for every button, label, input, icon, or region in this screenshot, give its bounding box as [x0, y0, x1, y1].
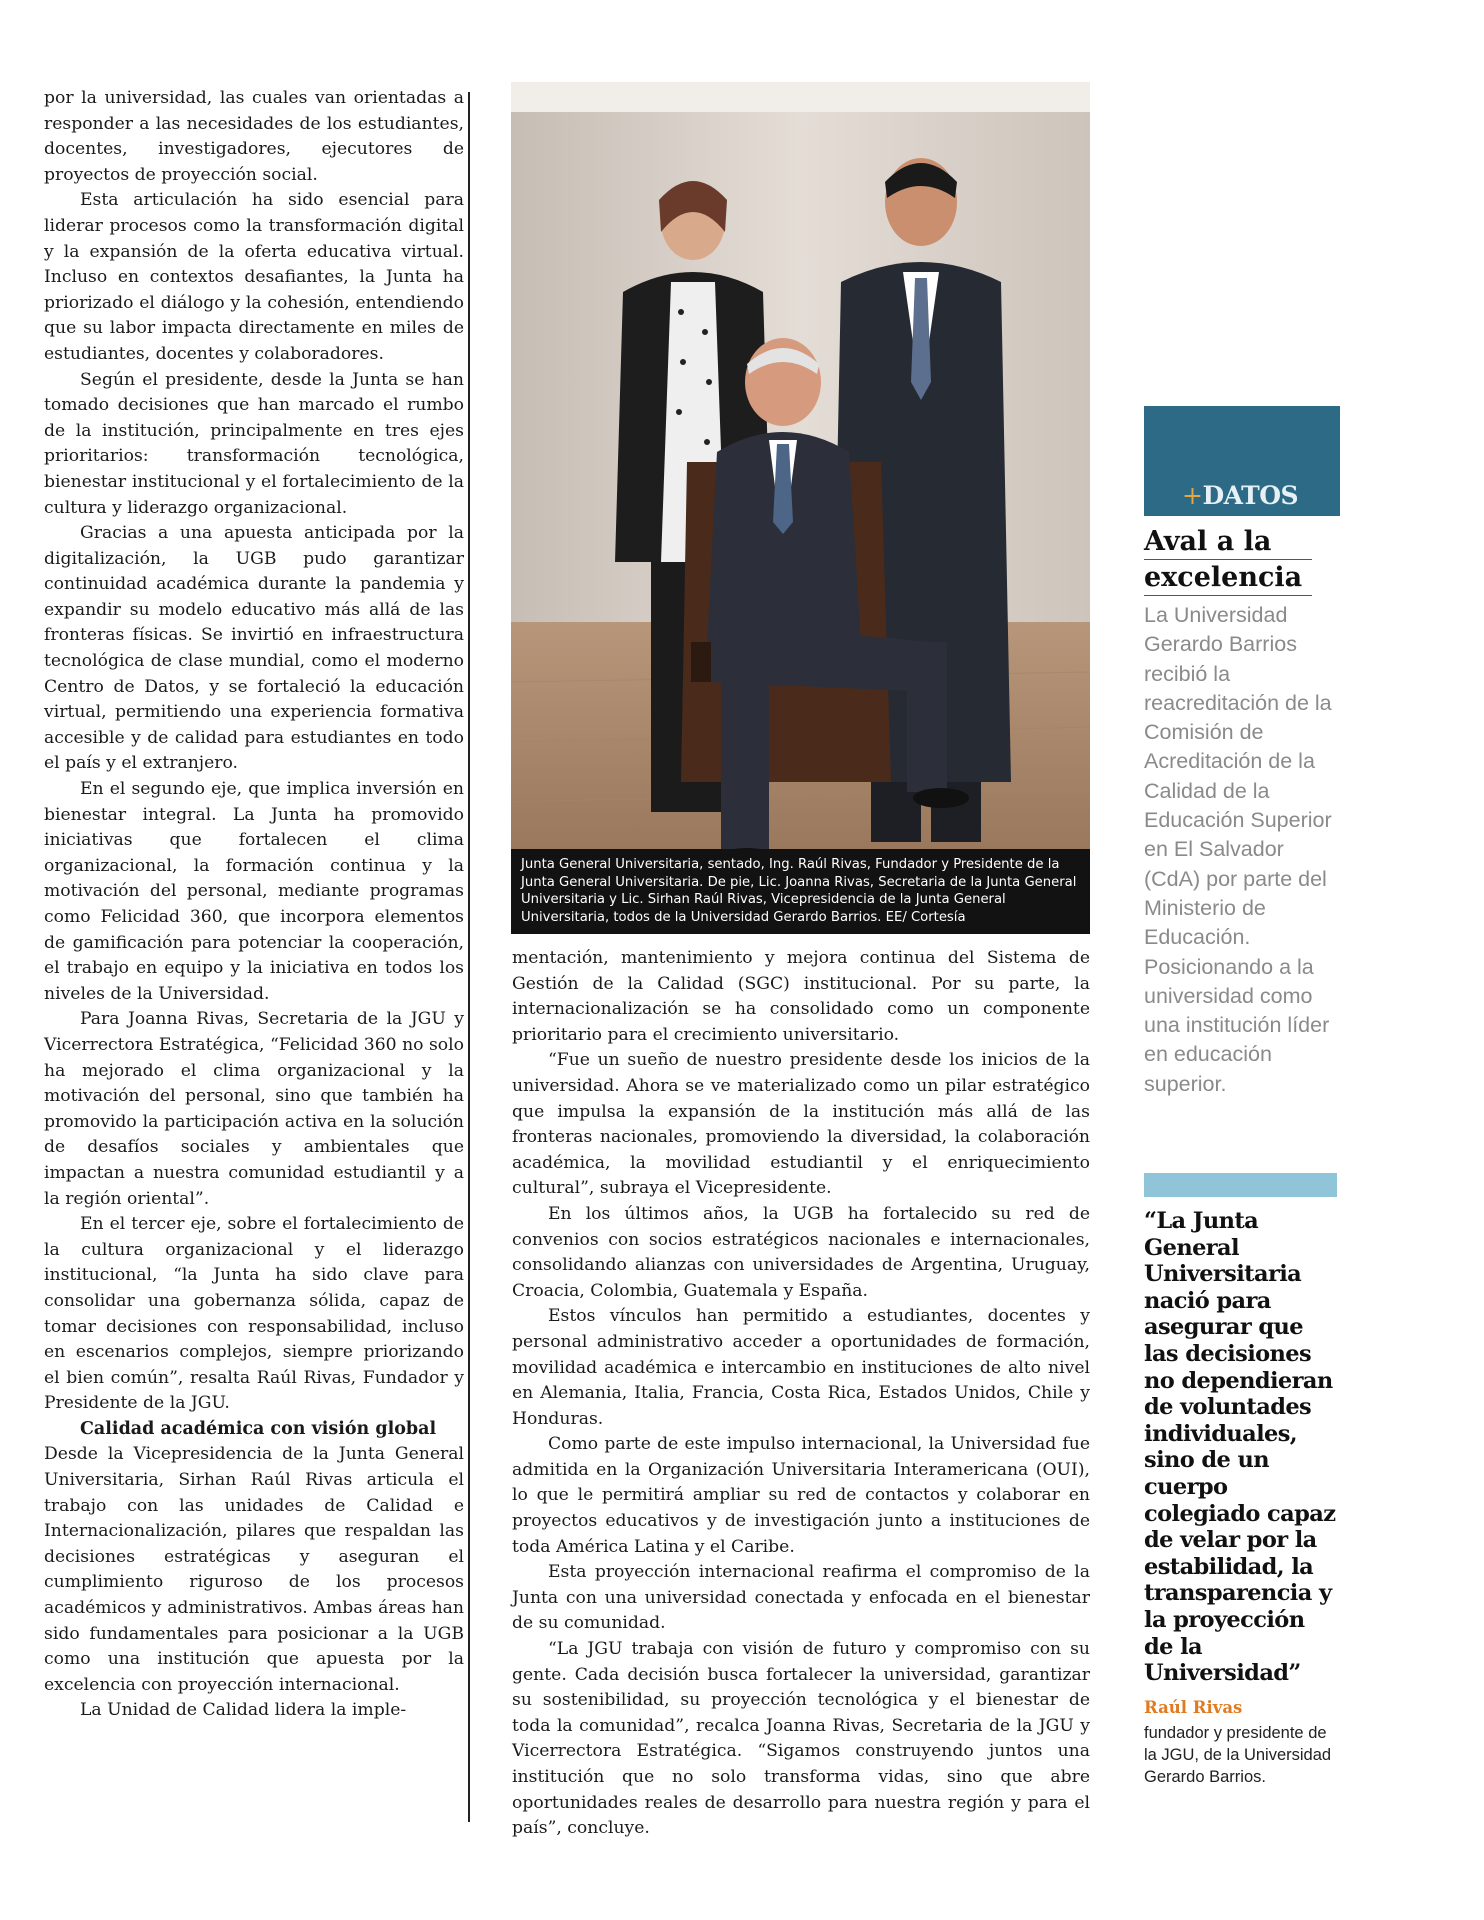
sidebar-title-line: Aval a la	[1144, 524, 1312, 560]
article-paragraph: Para Joanna Rivas, Secretaria de la JGU y Vicerrectora Estratégica, “Felicidad 360 no solo ha mejorado el clima organizacional y la motivación del personal, sino que también ha promovido la participación activa en la solución de desafíos sociales y ambientales que impactan a nuestra comunidad estudiantil y a la región oriental”.	[44, 1009, 464, 1209]
sidebar-title	[1144, 524, 1312, 596]
photo-caption: Junta General Universitaria, sentado, Ing. Raúl Rivas, Fundador y Presidente de la Junta General Universitaria. De pie, Lic. Joanna Rivas, Secretaria de la Junta General Universitaria y Lic. Sirhan Raúl Rivas, Vicepresidencia de la Junta General Universitaria, todos de la Universidad Gerardo Barrios. EE/ Cortesía	[511, 849, 1090, 934]
group-photo	[511, 82, 1090, 934]
pull-quote: “La Junta General Universitaria nació para asegurar que las decisiones no dependieran de voluntades individuales, sino de un cuerpo colegiado capaz de velar por la estabilidad, la transparencia y la proyección de la Universidad”	[1144, 1208, 1336, 1687]
datos-label-text: DATOS	[1202, 481, 1299, 510]
quote-accent-bar	[1144, 1173, 1337, 1197]
article-paragraph: En el tercer eje, sobre el fortalecimiento de la cultura organizacional y el liderazgo institucional, “la Junta ha sido clave para consolidar una gobernanza sólida, capaz de tomar decisiones con responsabilidad, incluso en escenarios complejos, siempre priorizando el bien común”, resalta Raúl Rivas, Fundador y Presidente de la JGU.	[44, 1214, 464, 1414]
article-paragraph: En el segundo eje, que implica inversión en bienestar integral. La Junta ha promovido iniciativas que fortalecen el clima organizacional, la formación continua y la motivación del personal, mediante programas como Felicidad 360, que incorpora elementos de gamificación para potenciar la cooperación, el trabajo en equipo y la iniciativa en todos los niveles de la Universidad.	[44, 779, 464, 1004]
middle-article-column	[512, 946, 1090, 1842]
article-paragraph: por la universidad, las cuales van orientadas a responder a las necesidades de los estudiantes, docentes, investigadores, ejecutores de proyectos de proyección social.	[44, 88, 464, 185]
quote-author-role: fundador y presidente de la JGU, de la Universidad Gerardo Barrios.	[1144, 1724, 1332, 1786]
left-article-column	[44, 86, 464, 1724]
article-paragraph: Según el presidente, desde la Junta se han tomado decisiones que han marcado el rumbo de la institución, principalmente en tres ejes prioritarios: transformación tecnológica, bienestar institucional y el fortalecimiento de la cultura y liderazgo organizacional.	[44, 369, 464, 518]
article-paragraph: “Fue un sueño de nuestro presidente desde los inicios de la universidad. Ahora se ve materializado como un pilar estratégico que impulsa la expansión de la institución más allá de las fronteras nacionales, promoviendo la diversidad, la colaboración académica, la movilidad estudiantil y el enriquecimiento cultural”, subraya el Vicepresidente.	[512, 1050, 1090, 1199]
article-paragraph: Esta proyección internacional reafirma el compromiso de la Junta con una universidad conectada y enfocada en el bienestar de su comunidad.	[512, 1562, 1090, 1634]
article-paragraph: “La JGU trabaja con visión de futuro y compromiso con su gente. Cada decisión busca fortalecer la universidad, garantizar su sostenibilidad, su proyección tecnológica y el bienestar de toda la comunidad”, recalca Joanna Rivas, Secretaria de la JGU y Vicerrectora Estratégica. “Sigamos construyendo juntos una institución que no solo transforma vidas, sino que abre oportunidades reales de desarrollo para nuestra región y para el país”, concluye.	[512, 1639, 1090, 1839]
article-paragraph: En los últimos años, la UGB ha fortalecido su red de convenios con socios estratégicos nacionales e internacionales, consolidando alianzas con universidades de Argentina, Uruguay, Croacia, Colombia, Guatemala y España.	[512, 1203, 1090, 1301]
article-paragraph: Estos vínculos han permitido a estudiantes, docentes y personal administrativo acceder a oportunidades de formación, movilidad académica e intercambio en instituciones de alto nivel en Alemania, Italia, Francia, Costa Rica, Estados Unidos, Chile y Honduras.	[512, 1306, 1090, 1429]
datos-plus: +	[1182, 481, 1203, 510]
sidebar-title-line: excelencia	[1144, 560, 1312, 596]
sidebar-text: La Universidad Gerardo Barrios recibió la reacreditación de la Comisión de Acreditación de la Calidad de la Educación Superior en El Salvador (CdA) por parte del Ministerio de Educación. Posicionando a la universidad como una institución líder en educación superior.	[1144, 603, 1332, 1096]
quote-author: Raúl Rivas	[1144, 1698, 1243, 1717]
datos-header-box	[1144, 406, 1340, 516]
article-paragraph: mentación, mantenimiento y mejora continua del Sistema de Gestión de la Calidad (SGC) institucional. Por su parte, la internacionalización se ha consolidado como un componente prioritario para el crecimiento universitario.	[512, 948, 1090, 1045]
column-divider	[468, 92, 470, 1822]
article-paragraph: La Unidad de Calidad lidera la imple-	[80, 1700, 407, 1721]
section-subheading: Calidad académica con visión global	[80, 1418, 437, 1439]
photo-illustration	[511, 82, 1090, 934]
datos-label	[1182, 481, 1298, 510]
article-paragraph: Gracias a una apuesta anticipada por la digitalización, la UGB pudo garantizar continuidad académica durante la pandemia y expandir su modelo educativo más allá de las fronteras físicas. Se invirtió en infraestructura tecnológica de clase mundial, como el moderno Centro de Datos, y se fortaleció la educación virtual, permitiendo una experiencia formativa accesible y de calidad para estudiantes en todo el país y el extranjero.	[44, 523, 464, 774]
article-paragraph: Desde la Vicepresidencia de la Junta General Universitaria, Sirhan Raúl Rivas articula el trabajo con las unidades de Calidad e Internacionalización, pilares que respaldan las decisiones estratégicas y aseguran el cumplimiento riguroso de los procesos académicos y administrativos. Ambas áreas han sido fundamentales para posicionar a la UGB como una institución que apuesta por la excelencia con proyección internacional.	[44, 1444, 464, 1695]
article-paragraph: Como parte de este impulso internacional, la Universidad fue admitida en la Organización Universitaria Interamericana (OUI), lo que le permitirá ampliar su red de contactos y colaborar en proyectos educativos y de investigación junto a instituciones de toda América Latina y el Caribe.	[512, 1434, 1090, 1557]
article-paragraph: Esta articulación ha sido esencial para liderar procesos como la transformación digital y la expansión de la oferta educativa virtual. Incluso en contextos desafiantes, la Junta ha priorizado el diálogo y la cohesión, entendiendo que su labor impacta directamente en miles de estudiantes, docentes y colaboradores.	[44, 190, 464, 364]
